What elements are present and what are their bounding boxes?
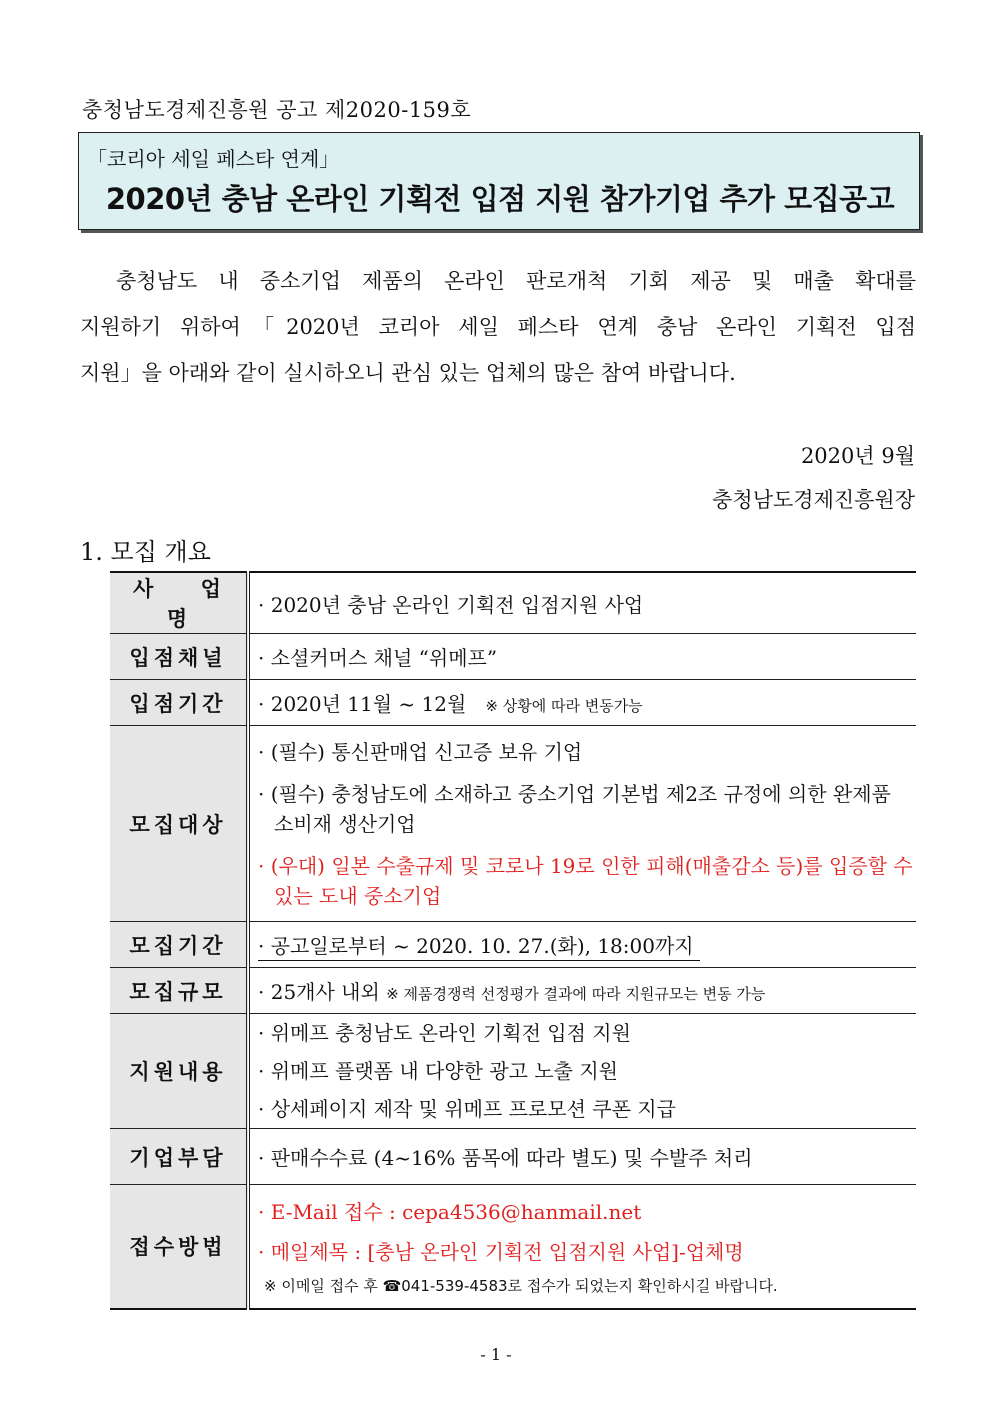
apply-note: ※ 이메일 접수 후 ☎041-539-4583로 접수가 되었는지 확인하시길 바랍니다.	[264, 1277, 778, 1296]
scale-note: ※ 제품경쟁력 선정평가 결과에 따라 지원규모는 변동 가능	[386, 985, 766, 1003]
period-note: ※ 상황에 따라 변동가능	[485, 697, 643, 715]
row-label: 지원내용	[110, 1014, 248, 1129]
row-value	[248, 1014, 916, 1129]
table-row	[110, 968, 916, 1014]
table-row	[110, 1129, 916, 1185]
intro-line: 충청남도 내 중소기업 제품의 온라인 판로개척 기회 제공 및 매출 확대를	[116, 269, 916, 293]
section-title: 1. 모집 개요	[80, 538, 211, 566]
table-row	[110, 1014, 916, 1129]
row-value	[248, 726, 916, 922]
period-value: 2020년 11월 ~ 12월	[270, 692, 467, 716]
row-value	[248, 922, 916, 968]
overview-table	[110, 571, 916, 1310]
row-label: 입점채널	[110, 634, 248, 680]
row-label: 모집대상	[110, 726, 248, 922]
support-item: · 상세페이지 제작 및 위메프 프로모션 쿠폰 지급	[258, 1097, 676, 1121]
row-label: 모집규모	[110, 968, 248, 1014]
scale-value: 25개사 내외	[270, 980, 380, 1004]
apply-mail-subject: · 메일제목 : [충남 온라인 기획전 입점지원 사업]-업체명	[258, 1240, 744, 1265]
row-label: 사 업 명	[110, 572, 248, 634]
event-subtitle: 「코리아 세일 페스타 연계」	[87, 147, 340, 171]
row-value: · 2020년 충남 온라인 기획전 입점지원 사업	[248, 572, 916, 634]
notice-number: 충청남도경제진흥원 공고 제2020-159호	[82, 98, 472, 122]
row-label: 기업부담	[110, 1129, 248, 1185]
notice-date: 2020년 9월	[800, 444, 915, 468]
row-value: · 25개사 내외 ※ 제품경쟁력 선정평가 결과에 따라 지원규모는 변동 가능	[248, 968, 916, 1014]
row-value: · 2020년 11월 ~ 12월 ※ 상황에 따라 변동가능	[248, 680, 916, 726]
burden-value: 판매수수료 (4~16% 품목에 따라 별도) 및 수발주 처리	[270, 1146, 753, 1170]
support-item: · 위메프 충청남도 온라인 기획전 입점 지원	[258, 1021, 631, 1045]
row-label: 접수방법	[110, 1185, 248, 1309]
issuer-organization: 충청남도경제진흥원장	[712, 488, 915, 512]
apply-email: · E-Mail 접수 : cepa4536@hanmail.net	[258, 1200, 642, 1225]
row-value	[248, 1185, 916, 1309]
table-row	[110, 922, 916, 968]
table-row	[110, 726, 916, 922]
table-row	[110, 572, 916, 634]
intro-line: 지원」을 아래와 같이 실시하오니 관심 있는 업체의 많은 참여 바랍니다.	[80, 361, 736, 385]
row-value: · 판매수수료 (4~16% 품목에 따라 별도) 및 수발주 처리	[248, 1129, 916, 1185]
row-label: 모집기간	[110, 922, 248, 968]
target-item: · (필수) 통신판매업 신고증 보유 기업	[258, 739, 583, 764]
priority-item: · (우대) 일본 수출규제 및 코로나 19로 인한 피해(매출감소 등)를 입증할 수 있는 도내 중소기업	[258, 853, 913, 908]
channel-value: 소셜커머스 채널 “위메프”	[270, 646, 498, 670]
notice-title: 2020년 충남 온라인 기획전 입점 지원 참가기업 추가 모집공고	[105, 182, 895, 216]
recruit-period-value: · 공고일로부터 ~ 2020. 10. 27.(화), 18:00까지	[258, 934, 700, 961]
table-row	[110, 680, 916, 726]
intro-line: 지원하기 위하여「2020년 코리아 세일 페스타 연계 충남 온라인 기획전 입점	[80, 315, 916, 339]
page-number: - 1 -	[480, 1345, 512, 1364]
target-item: · (필수) 충청남도에 소재하고 중소기업 기본법 제2조 규정에 의한 완제품 소비재 생산기업	[258, 781, 891, 836]
row-label: 입점기간	[110, 680, 248, 726]
title-box	[78, 132, 920, 230]
support-item: · 위메프 플랫폼 내 다양한 광고 노출 지원	[258, 1059, 618, 1083]
row-value: · 소셜커머스 채널 “위메프”	[248, 634, 916, 680]
table-row	[110, 1185, 916, 1309]
business-name-value: 2020년 충남 온라인 기획전 입점지원 사업	[270, 592, 644, 617]
table-row	[110, 634, 916, 680]
intro-paragraph	[80, 258, 916, 396]
